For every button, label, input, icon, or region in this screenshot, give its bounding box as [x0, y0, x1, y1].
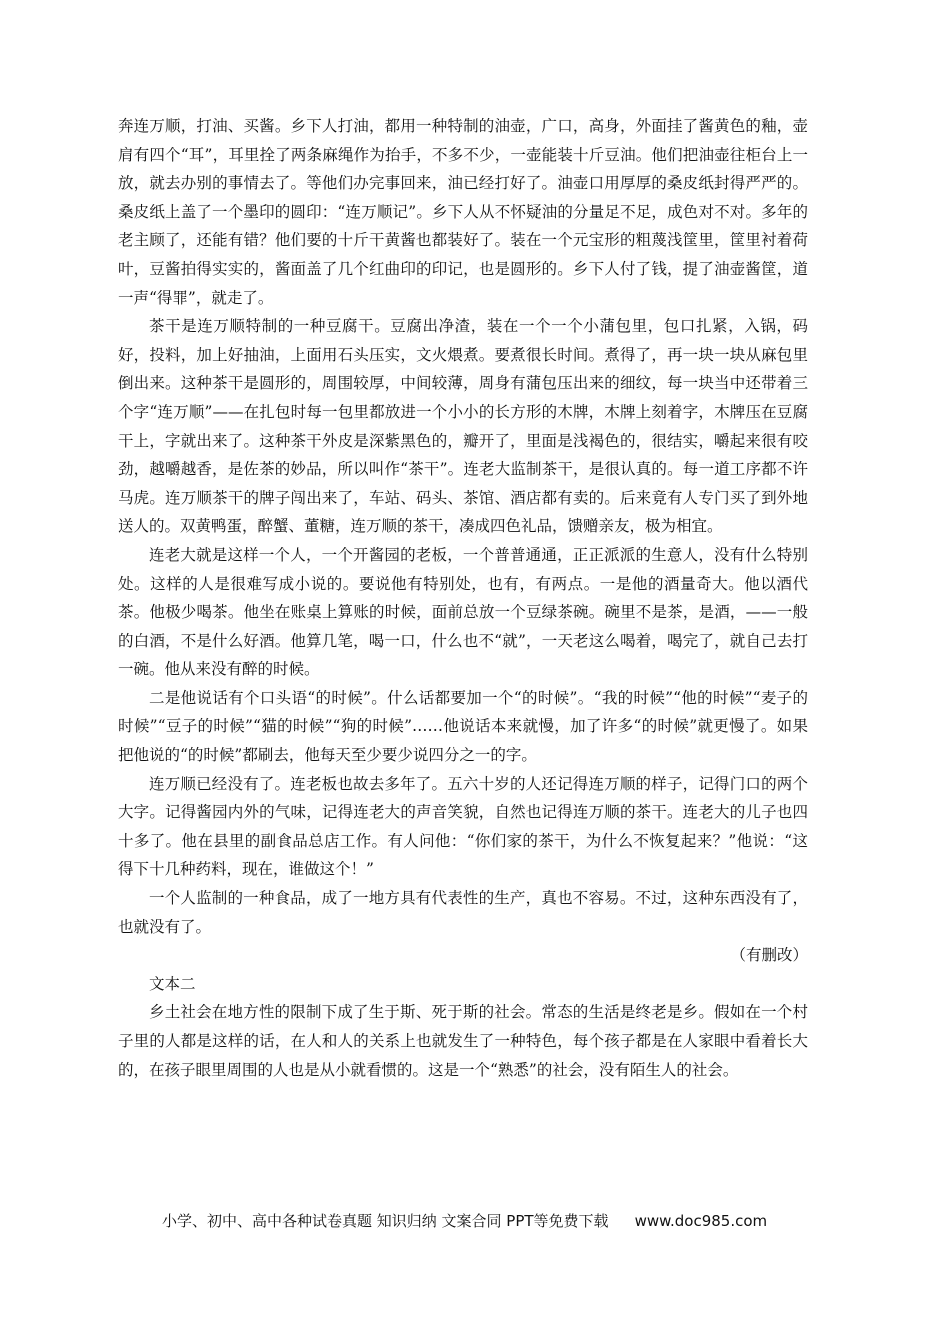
text2-paragraph-1: 乡土社会在地方性的限制下成了生于斯、死于斯的社会。常态的生活是终老是乡。假如在一个村子里的人都是这样的话，在人和人的关系上也就发生了一种特色，每个孩子都是在人家眼中看着长大的，在孩子眼里周围的人也是从小就看惯的。这是一个“熟悉”的社会，没有陌生人的社会。 [118, 1003, 808, 1079]
document-page [118, 112, 808, 1084]
text2-label: 文本二 [149, 974, 196, 993]
text1-paragraph-6: 一个人监制的一种食品，成了一地方具有代表性的生产，真也不容易。不过，这种东西没有了，也就没有了。 [118, 889, 808, 936]
abridged-note: （有删改） [730, 946, 808, 965]
text1-paragraph-5: 连万顺已经没有了。连老板也故去多年了。五六十岁的人还记得连万顺的样子，记得门口的两个大字。记得酱园内外的气味，记得连老大的声音笑貌，自然也记得连万顺的茶干。连老大的儿子也四十多了。他在县里的副食品总店工作。有人问他：“你们家的茶干，为什么不恢复起来？”他说：“这得下十几种药料，现在，谁做这个！” [118, 774, 808, 879]
footer-url[interactable]: www.doc985.com [634, 1212, 768, 1230]
text1-paragraph-2: 茶干是连万顺特制的一种豆腐干。豆腐出净渣，装在一个一个小蒲包里，包口扎紧，入锅，码好，投料，加上好抽油，上面用石头压实，文火煨煮。要煮很长时间。煮得了，再一块一块从麻包里倒出来。这种茶干是圆形的，周围较厚，中间较薄，周身有蒲包压出来的细纹，每一块当中还带着三个字“连万顺”——在扎包时每一包里都放进一个小小的长方形的木牌，木牌上刻着字，木牌压在豆腐干上，字就出来了。这种茶干外皮是深紫黑色的，瓣开了，里面是浅褐色的，很结实，嚼起来很有咬劲，越嚼越香，是佐茶的妙品，所以叫作“茶干”。连老大监制茶干，是很认真的。每一道工序都不许马虎。连万顺茶干的牌子闯出来了，车站、码头、茶馆、酒店都有卖的。后来竟有人专门买了到外地送人的。双黄鸭蛋，醉蟹、董糖，连万顺的茶干，凑成四色礼品，馈赠亲友，极为相宜。 [118, 317, 808, 536]
text1-paragraph-3: 连老大就是这样一个人，一个开酱园的老板，一个普普通通，正正派派的生意人，没有什么特别处。这样的人是很难写成小说的。要说他有特别处，也有，有两点。一是他的酒量奇大。他以酒代茶。他极少喝茶。他坐在账桌上算账的时候，面前总放一个豆绿茶碗。碗里不是茶，是酒，——一般的白酒，不是什么好酒。他算几笔，喝一口，什么也不“就”，一天老这么喝着，喝完了，就自己去打一碗。他从来没有醉的时候。 [118, 545, 808, 679]
text1-paragraph-4: 二是他说话有个口头语“的时候”。什么话都要加一个“的时候”。“我的时候”“他的时候”“麦子的时候”“豆子的时候”“猫的时候”“狗的时候”……他说话本来就慢，加了许多“的时候”就更慢了。如果把他说的“的时候”都刷去，他每天至少要少说四分之一的字。 [118, 688, 808, 765]
text1-paragraph-1: 奔连万顺，打油、买酱。乡下人打油，都用一种特制的油壶，广口，高身，外面挂了酱黄色的釉，壶肩有四个“耳”，耳里拴了两条麻绳作为抬手，不多不少，一壶能装十斤豆油。他们把油壶往柜台上一放，就去办别的事情去了。等他们办完事回来，油已经打好了。油壶口用厚厚的桑皮纸封得严严的。桑皮纸上盖了一个墨印的圆印：“连万顺记”。乡下人从不怀疑油的分量足不足，成色对不对。多年的老主顾了，还能有错？他们要的十斤干黄酱也都装好了。装在一个元宝形的粗蔑浅筐里，筐里衬着荷叶，豆酱拍得实实的，酱面盖了几个红曲印的印记，也是圆形的。乡下人付了钱，提了油壶酱筐，道一声“得罪”，就走了。 [118, 117, 808, 307]
page-footer [162, 1210, 802, 1231]
footer-text: 小学、初中、高中各种试卷真题 知识归纳 文案合同 PPT等免费下载 [162, 1212, 609, 1230]
